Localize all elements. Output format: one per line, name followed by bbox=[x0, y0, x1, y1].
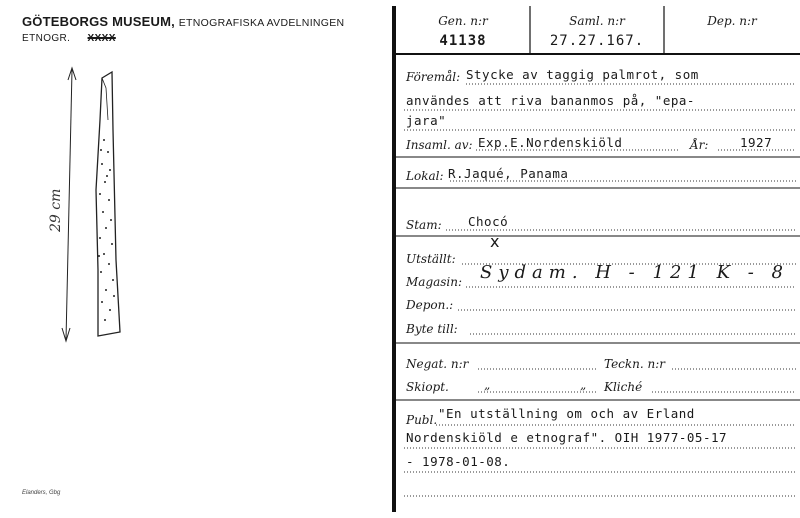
depon-label: Depon.: bbox=[406, 298, 454, 312]
insamlad-label: Insaml. av: bbox=[406, 138, 473, 152]
skiopt-label: Skiopt. bbox=[406, 380, 449, 394]
publ-line-1: "En utställning om och av Erland bbox=[438, 406, 695, 421]
foremal-line-2: användes att riva bananmos på, "epa- bbox=[406, 93, 695, 108]
museum-name: GÖTEBORGS MUSEUM, bbox=[22, 14, 175, 29]
negat-label: Negat. n:r bbox=[406, 357, 469, 371]
gen-nr-label: Gen. n:r bbox=[438, 14, 488, 28]
year-label: År: bbox=[690, 138, 709, 152]
utstallt-mark: x bbox=[490, 232, 500, 251]
byte-label: Byte till: bbox=[406, 322, 458, 336]
printer-mark: Elanders, Gbg bbox=[22, 490, 61, 496]
gen-nr-value: 41138 bbox=[439, 33, 487, 49]
teckn-label: Teckn. n:r bbox=[604, 357, 666, 371]
lokal-value: R.Jaqué, Panama bbox=[448, 166, 569, 181]
stam-label: Stam: bbox=[406, 218, 442, 232]
lokal-label: Lokal: bbox=[406, 169, 444, 183]
magasin-label: Magasin: bbox=[406, 275, 463, 289]
kliche-ditto: „ bbox=[580, 378, 587, 392]
stam-value: Chocó bbox=[468, 214, 509, 229]
utstallt-label: Utställt: bbox=[406, 252, 456, 266]
publ-line-2: Nordenskiöld e etnograf". OIH 1977-05-17 bbox=[406, 430, 728, 445]
magasin-value: Sydam. H - 121 K - 8 bbox=[480, 262, 789, 283]
measure-label: 29 cm bbox=[48, 188, 64, 232]
etnogr-label: ETNOGR. bbox=[22, 33, 71, 44]
dep-nr-label: Dep. n:r bbox=[707, 14, 757, 28]
department-name: ETNOGRAFISKA AVDELNINGEN bbox=[178, 17, 345, 29]
skiopt-ditto: „ bbox=[484, 378, 491, 392]
struck-text: XXXX bbox=[87, 33, 116, 44]
saml-nr-label: Saml. n:r bbox=[569, 14, 625, 28]
year-value: 1927 bbox=[740, 135, 773, 150]
publ-label: Publ. bbox=[406, 413, 438, 427]
insamlad-value: Exp.E.Nordenskiöld bbox=[478, 135, 623, 150]
publ-line-3: - 1978-01-08. bbox=[406, 454, 511, 469]
kliche-label: Kliché bbox=[604, 380, 643, 394]
foremal-label: Föremål: bbox=[406, 70, 461, 84]
foremal-line-1: Stycke av taggig palmrot, som bbox=[466, 67, 699, 82]
saml-nr-value: 27.27.167. bbox=[549, 33, 645, 49]
foremal-line-3: jara" bbox=[406, 113, 447, 128]
